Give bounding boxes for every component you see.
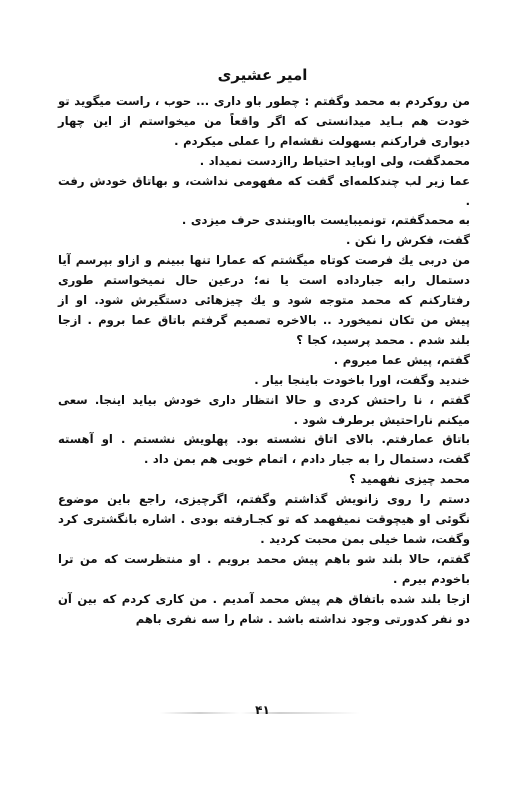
paragraph: من دربی یك فرصت کوتاه میگشتم که عمارا تنها ببینم و ازاو بپرسم آیا دستمال رابه جبارداده است یا نه؛ درعین حال نمیخواستم طوری رفتارکنم که محمد متوجه شود و یك چیزهائی دستگیرش شود. او از پیش من تکان نمیخورد .. بالاخره تصمیم گرفتم باتاق عما بروم . ازجا بلند شدم . محمد پرسید، کجا ؟ [58,253,470,347]
paragraph: ازجا بلند شده باتفاق هم پیش محمد آمدیم . من کاری کردم که بین آن دو نفر کدورتی وجود نداشته باشد . شام را سه نفری باهم [58,591,470,626]
paragraph: گفتم ، نا راحتش کردی و حالا انتظار داری خودش بیاید اینجا. سعی میکنم ناراحتیش برطرف شود . [58,392,470,427]
paragraph: گفت، فکرش را نکن . [345,233,470,248]
paragraph: خندید وگفت، اورا باخودت باینجا بیار . [254,372,470,387]
body-text [58,92,470,629]
paragraph: گفتم، پیش عما میروم . [333,352,470,367]
paragraph: عما زیر لب چندکلمه‌ای گفت که مفهومی نداشت، و بهاتاق خودش رفت . [58,173,470,208]
paragraph: دستم را روی زانویش گذاشتم وگفتم، اگرچیزی، راجع باین موضوع نگوئی او هیچوقت نمیفهمد که تو کجـارفته بودی . اشاره بانگشتری کرد وگفت، شما خیلی بمن محبت کردید . [58,492,470,546]
paragraph: محمد چیزی نفهمید ؟ [349,472,470,487]
page-number: ۴۱ [255,703,270,717]
paragraph: گفتم، حالا بلند شو باهم پیش محمد برویم . او منتظرست که من ترا باخودم بیرم . [58,551,470,586]
paragraph: محمدگفت، ولی اوباید احتیاط راازدست نمیداد . [199,153,470,168]
paragraph: من روکردم به محمد وگفتم : چطور باو داری ... حوب ، راست میگوید تو خودت هم بـاید میدانستی که اگر واقعاً من میخواستم از این چهار دیواری فرارکنم بسهولت نقشه‌ام را عملی میکردم . [58,94,470,148]
running-header: امیر عشیری [217,66,308,84]
paragraph: باتاق عمارفتم. بالای اتاق نشسته بود. پهلویش نشستم . او آهسته گفت، دستمال را به جبار دادم ، اتمام خوبی هم بمن داد . [58,432,470,467]
paragraph: به محمدگفتم، تونمیبایست بااوبتندی حرف میزدی . [181,213,470,228]
